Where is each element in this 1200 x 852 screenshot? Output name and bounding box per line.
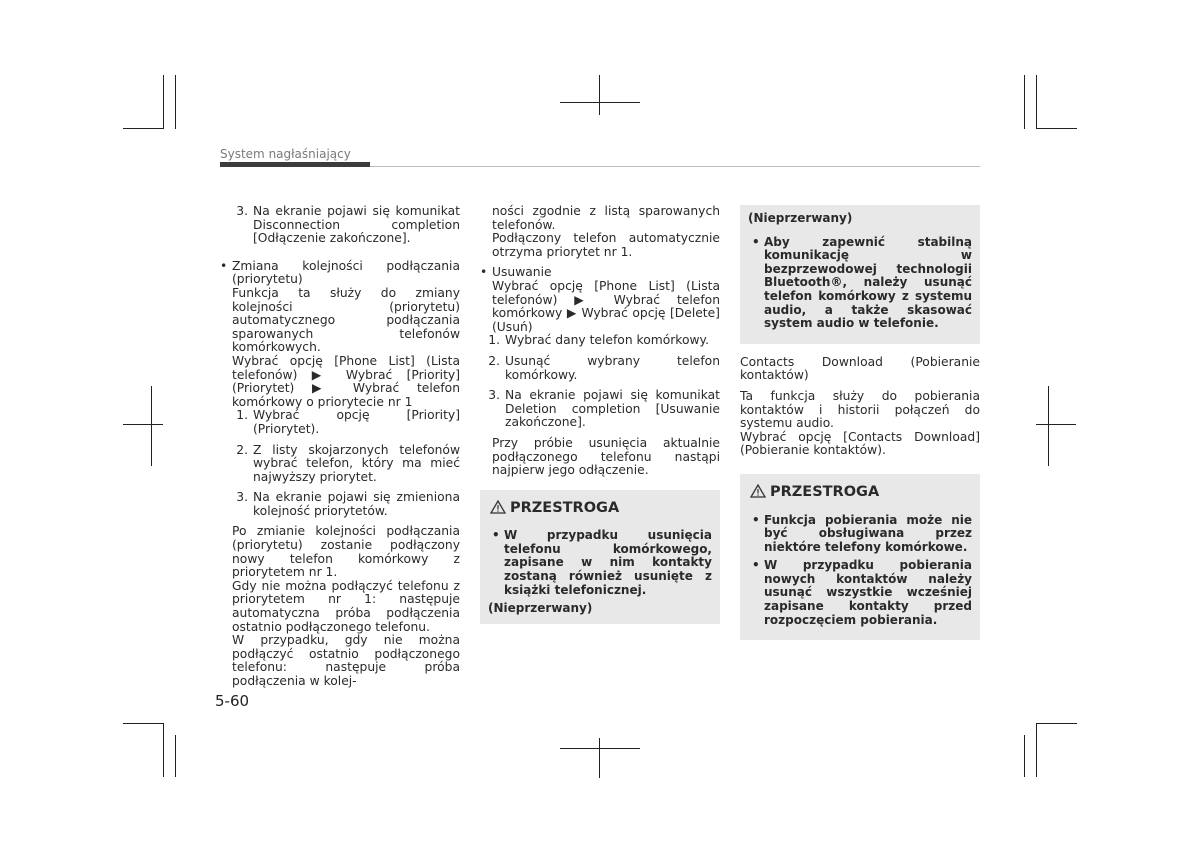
caution-item: • Aby zapewnić stabilną komunikację w bezprzewodowej technologii Bluetooth®, należy usunąć telefon komórkowy z systemu audio, a także skasować system audio w telefonie. <box>752 234 972 331</box>
header-rule <box>370 166 980 167</box>
numbered-step: 3. Na ekranie pojawi się komunikat Disconnection completion [Odłączenie zakończone]. <box>236 204 460 246</box>
warning-triangle-icon <box>490 500 506 518</box>
caution-box-continued <box>740 205 980 344</box>
page-number: 5-60 <box>215 692 250 710</box>
paragraph: W przypadku, gdy nie można podłączyć ostatnio podłączonego telefonu: następuje próba podłączenia w kolej- <box>232 633 460 688</box>
paragraph: Podłączony telefon automatycznie otrzyma priorytet nr 1. <box>492 231 720 259</box>
caution-heading: PRZESTROGA <box>490 500 712 518</box>
bullet-item: • Zmiana kolejności podłączania (priorytetu) <box>220 258 460 287</box>
caution-item: • W przypadku usunięcia telefonu komórkowego, zapisane w nim kontakty zostaną również usunięte z książki telefonicznej. <box>492 528 712 597</box>
paragraph: Po zmianie kolejności podłączania (priorytetu) zostanie podłączony nowy telefon komórkowy z priorytetem nr 1. <box>232 524 460 580</box>
subsection-title: Contacts Download (Pobieranie kontaktów) <box>740 354 980 383</box>
warning-triangle-icon <box>750 484 766 502</box>
continued-label: (Nieprzerwany) <box>488 601 593 616</box>
caution-heading: PRZESTROGA <box>750 484 972 502</box>
caution-box <box>740 474 980 640</box>
numbered-step: 2. Z listy skojarzonych telefonów wybrać telefon, który ma mieć najwyższy priorytet. <box>236 442 460 484</box>
menu-path: Wybrać opcję [Phone List] (Lista telefonów) ▶ Wybrać telefon komórkowy ▶ Wybrać opcję [Delete] (Usuń) <box>492 278 720 334</box>
menu-path: Wybrać opcję [Phone List] (Lista telefonów) ▶ Wybrać [Priority] (Priorytet) ▶ Wybrać telefon komórkowy o priorytecie nr 1 <box>232 353 460 409</box>
numbered-step: 1. Wybrać opcję [Priority] (Priorytet). <box>236 408 460 436</box>
numbered-step: 2. Usunąć wybrany telefon komórkowy. <box>488 353 720 382</box>
menu-path: Wybrać opcję [Contacts Download] (Pobieranie kontaktów). <box>740 429 980 458</box>
numbered-step: 3. Na ekranie pojawi się zmieniona kolejność priorytetów. <box>236 490 460 518</box>
bullet-item: • Usuwanie <box>480 265 552 280</box>
paragraph: Gdy nie można podłączyć telefonu z priorytetem nr 1: następuje automatyczna próba podłączenia ostatnio podłączonego telefonu. <box>232 578 460 634</box>
continued-label: (Nieprzerwany) <box>748 211 853 225</box>
caution-item: • Funkcja pobierania może nie być obsługiwana przez niektóre telefony komórkowe. <box>752 512 972 554</box>
caution-box <box>480 490 720 624</box>
header-accent-bar <box>220 162 370 167</box>
section-title: System nagłaśniający <box>220 147 351 161</box>
numbered-step: 3. Na ekranie pojawi się komunikat Deletion completion [Usuwanie zakończone]. <box>488 388 720 430</box>
description: Funkcja ta służy do zmiany kolejności (priorytetu) automatycznego podłączania sparowanych telefonów komórkowych. <box>232 285 460 355</box>
caution-item: • W przypadku pobierania nowych kontaktów należy usunąć wszystkie wcześniej zapisane kontakty przed rozpoczęciem pobierania. <box>752 558 972 627</box>
column-3 <box>740 205 980 640</box>
paragraph: ności zgodnie z listą sparowanych telefonów. <box>492 204 720 232</box>
paragraph: Przy próbie usunięcia aktualnie podłączonego telefonu nastąpi najpierw jego odłączenie. <box>492 435 720 478</box>
numbered-step: 1. Wybrać dany telefon komórkowy. <box>488 333 709 348</box>
column-1 <box>220 205 460 689</box>
paragraph: Ta funkcja służy do pobierania kontaktów i historii połączeń do systemu audio. <box>740 388 980 431</box>
column-2 <box>480 205 720 624</box>
